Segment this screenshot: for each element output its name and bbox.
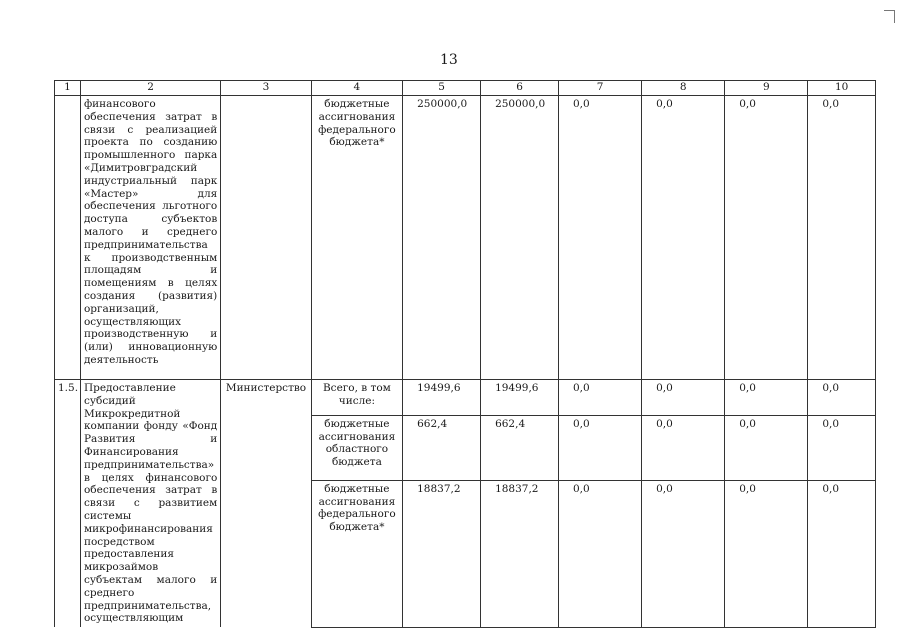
column-number: 2 — [80, 81, 220, 96]
page-number: 13 — [440, 52, 458, 68]
value-col8: 0,0 — [642, 380, 725, 416]
column-number: 5 — [403, 81, 481, 96]
value-col5: 18837,2 — [403, 480, 481, 627]
value-col9: 0,0 — [725, 480, 808, 627]
column-number-row — [55, 81, 876, 96]
column-number: 4 — [311, 81, 402, 96]
value-col8: 0,0 — [642, 415, 725, 480]
value-col5: 250000,0 — [403, 96, 481, 380]
value-col9: 0,0 — [725, 380, 808, 416]
column-number: 7 — [559, 81, 642, 96]
value-col5: 19499,6 — [403, 380, 481, 416]
value-col8: 0,0 — [642, 480, 725, 627]
executor-cell — [221, 96, 311, 380]
value-col8: 0,0 — [642, 96, 725, 380]
row-number-cell — [55, 96, 81, 380]
table-row-1-5-total — [55, 380, 876, 416]
value-col10: 0,0 — [808, 380, 876, 416]
measure-description: Предоставление субсидий Микрокредитной компании фонду «Фонд Развития и Финансирования предпринимательства» в целях финансового обеспечения затрат в связи с развитием системы микрофинансирования посредством предоставления микрозаймов субъектам малого и среднего предпринимательства, осуществляющим — [80, 380, 220, 628]
column-number: 1 — [55, 81, 81, 96]
funding-source-regional: бюджетные ассигнования областного бюджета — [311, 415, 402, 480]
scan-corner-mark — [884, 10, 895, 23]
column-number: 8 — [642, 81, 725, 96]
value-col7: 0,0 — [559, 415, 642, 480]
value-col10: 0,0 — [808, 96, 876, 380]
column-number: 6 — [481, 81, 559, 96]
funding-source: бюджетные ассигнования федерального бюджета* — [311, 96, 402, 380]
value-col10: 0,0 — [808, 415, 876, 480]
value-col6: 250000,0 — [481, 96, 559, 380]
value-col9: 0,0 — [725, 96, 808, 380]
table-row-continued — [55, 96, 876, 380]
column-number: 3 — [221, 81, 311, 96]
funding-source-federal: бюджетные ассигнования федерального бюджета* — [311, 480, 402, 627]
executor: Министерство — [221, 380, 311, 628]
measure-description: финансового обеспечения затрат в связи с реализацией проекта по созданию промышленного парка «Димитровградский индустриальный парк «Мастер» для обеспечения льготного доступа субъектов малого и среднего предпринимательства к производственным площадям и помещениям в целях создания (развития) организаций, осуществляющих производственную и (или) инновационную деятельность — [80, 96, 220, 380]
value-col7: 0,0 — [559, 380, 642, 416]
value-col5: 662,4 — [403, 415, 481, 480]
value-col7: 0,0 — [559, 96, 642, 380]
budget-table — [54, 80, 876, 628]
value-col9: 0,0 — [725, 415, 808, 480]
column-number: 9 — [725, 81, 808, 96]
value-col6: 18837,2 — [481, 480, 559, 627]
value-col7: 0,0 — [559, 480, 642, 627]
column-number: 10 — [808, 81, 876, 96]
funding-source-total: Всего, в том числе: — [311, 380, 402, 416]
value-col6: 662,4 — [481, 415, 559, 480]
value-col10: 0,0 — [808, 480, 876, 627]
row-number: 1.5. — [55, 380, 81, 628]
value-col6: 19499,6 — [481, 380, 559, 416]
